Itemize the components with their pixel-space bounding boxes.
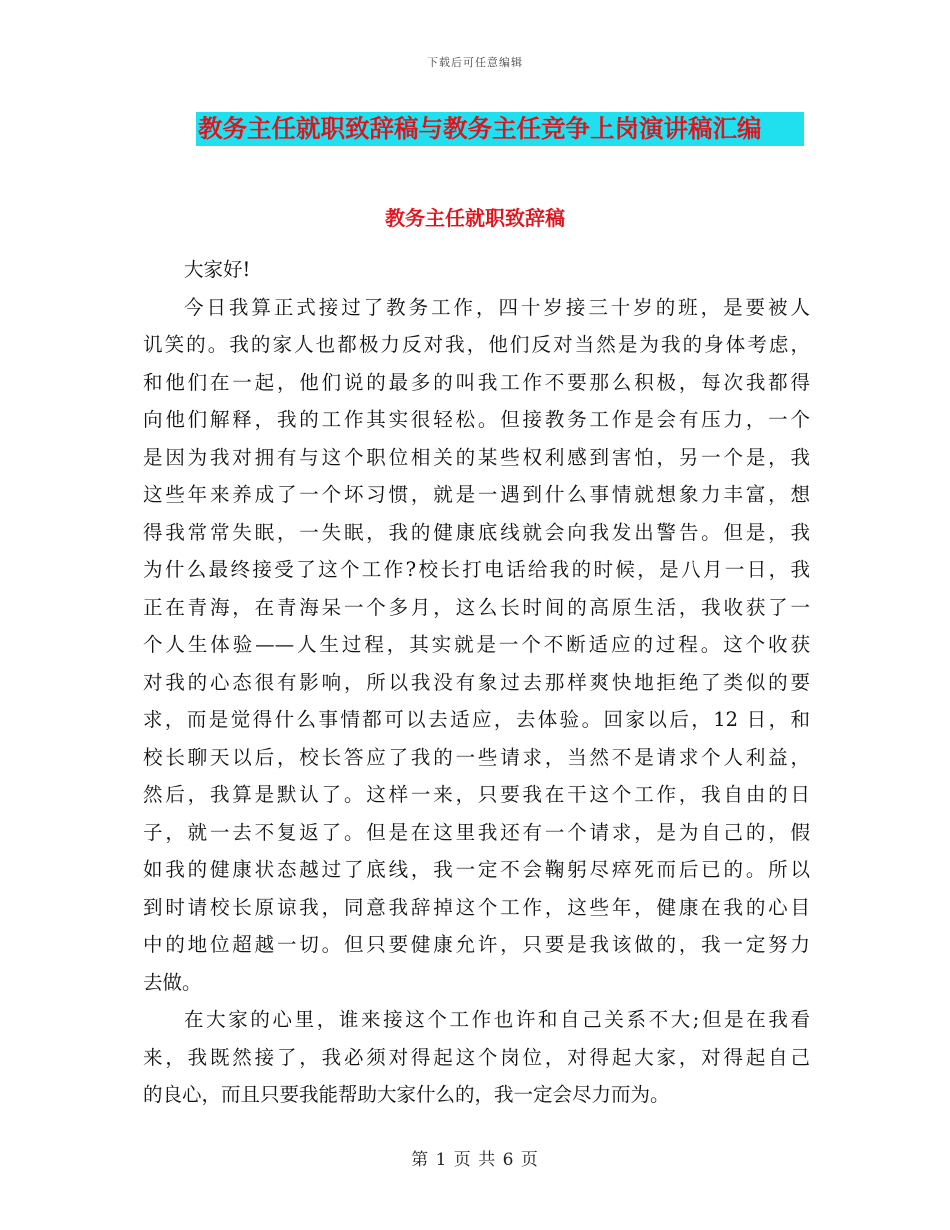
paragraph-2-line: 的良心，而且只要我能帮助大家什么的，我一定会尽力而为。 <box>143 1083 670 1106</box>
paragraph-1-line: 得我常常失眠，一失眠，我的健康底线就会向我发出警告。但是，我 <box>143 520 810 544</box>
paragraph-1-line: 去做。 <box>143 970 202 994</box>
paragraph-1-line: 然后，我算是默认了。这样一来，只要我在干这个工作，我自由的日 <box>143 783 810 806</box>
page-footer: 第 1 页 共 6 页 <box>411 1150 539 1170</box>
paragraph-1-line: 这些年来养成了一个坏习惯，就是一遇到什么事情就想象力丰富，想 <box>143 483 810 506</box>
paragraph-1-line: 是因为我对拥有与这个职位相关的某些权利感到害怕，另一个是，我 <box>143 445 810 469</box>
paragraph-2-line: 来，我既然接了，我必须对得起这个岗位，对得起大家，对得起自己 <box>143 1045 810 1069</box>
paragraph-1-line: 中的地位超越一切。但只要健康允许，只要是我该做的，我一定努力 <box>143 933 810 956</box>
paragraph-2-line: 在大家的心里，谁来接这个工作也许和自己关系不大;但是在我看 <box>184 1008 810 1031</box>
paragraph-1-line: 正在青海，在青海呆一个多月，这么长时间的高原生活，我收获了一 <box>143 595 810 619</box>
paragraph-1-line: 校长聊天以后，校长答应了我的一些请求，当然不是请求个人利益， <box>143 745 810 769</box>
paragraph-1-line: 到时请校长原谅我，同意我辞掉这个工作，这些年，健康在我的心目 <box>143 895 810 919</box>
paragraph-1-line: 个人生体验——人生过程，其实就是一个不断适应的过程。这个收获 <box>143 633 810 656</box>
section-title: 教务主任就职致辞稿 <box>385 206 565 230</box>
paragraph-1-line: 为什么最终接受了这个工作?校长打电话给我的时候，是八月一日，我 <box>143 558 810 581</box>
paragraph-1-line: 如我的健康状态越过了底线，我一定不会鞠躬尽瘁死而后已的。所以 <box>143 858 810 881</box>
paragraph-1-line: 和他们在一起，他们说的最多的叫我工作不要那么积极，每次我都得 <box>143 370 810 394</box>
document-body <box>143 251 810 1114</box>
paragraph-1-line: 今日我算正式接过了教务工作，四十岁接三十岁的班，是要被人 <box>184 295 810 319</box>
paragraph-1-line: 向他们解释，我的工作其实很轻松。但接教务工作是会有压力，一个 <box>143 408 810 431</box>
greeting-line: 大家好! <box>184 258 251 281</box>
document-title: 教务主任就职致辞稿与教务主任竞争上岗演讲稿汇编 <box>196 112 804 146</box>
header-note: 下载后可任意编辑 <box>427 56 523 69</box>
paragraph-1-line: 子，就一去不复返了。但是在这里我还有一个请求，是为自己的，假 <box>143 820 810 844</box>
paragraph-1-line: 求，而是觉得什么事情都可以去适应，去体验。回家以后，12 日，和 <box>143 708 810 731</box>
paragraph-1-line: 对我的心态很有影响，所以我没有象过去那样爽快地拒绝了类似的要 <box>143 670 810 694</box>
paragraph-1-line: 讥笑的。我的家人也都极力反对我，他们反对当然是为我的身体考虑， <box>143 333 810 356</box>
